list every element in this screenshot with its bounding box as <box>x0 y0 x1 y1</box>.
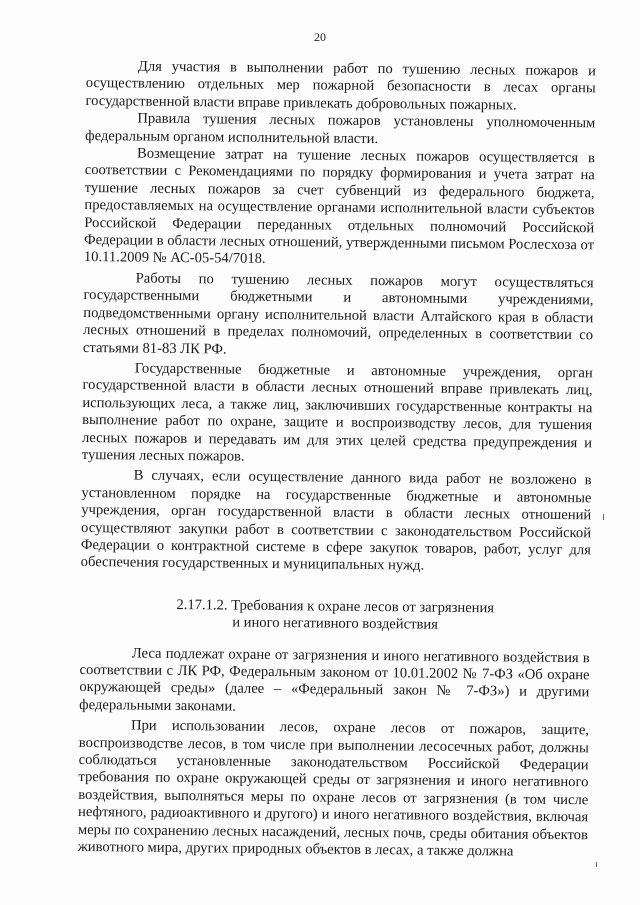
paragraph-procurement: В случаях, если осуществление данного вида работ не возложено в установленном порядке на государственные бюджетные и автономные учреждения, орган государственной власти в области лесных отношений осуществляют закупки работ в соответствии с законодательством Российской Федерации о контрактной системе в сфере закупок товаров, работ, услуг для обеспечения государственных и муниципальных нужд. <box>80 467 592 574</box>
section-heading-line-1: 2.17.1.2. Требования к охране лесов от загрязнения <box>176 596 495 617</box>
paragraph-volunteer-firefighters: Для участия в выполнении работ по тушению лесных пожаров и осуществлению отдельных мер пожарной безопасности в лесах органы государственной власти вправе привлекать добровольных пожарных. <box>85 58 596 114</box>
paragraph-involving-forest-users: Государственные бюджетные и автономные учреждения, орган государственной власти в области лесных отношений вправе привлекать лиц, использующих леса, а также лиц, заключивших государственные контракты на выполнение работ по охране, защите и воспроизводству лесов, для тушения лесных пожаров и передавать им для этих целей средства предупреждения и тушения лесных пожаров. <box>81 360 593 465</box>
paragraph-cost-reimbursement: Возмещение затрат на тушение лесных пожаров осуществляется в соответствии с Рекомендациями по порядку формирования и учета затрат на тушение лесных пожаров за счет субвенций из федерального бюджета, предоставляемых на осуществление органами исполнительной власти субъектов Российской Федерации переданных отдельных полномочий Российской Федерации в области лесных отношений, утвержденными письмом Рослесхоза от 10.11.2009 № АС-05-54/7018. <box>83 145 596 268</box>
scan-artifact-mark <box>596 862 597 867</box>
scan-artifact-mark <box>603 514 604 520</box>
section-heading-line-2: и иного негативного воздействия <box>232 614 438 633</box>
section-heading <box>80 596 590 636</box>
paragraph-environmental-requirements: При использовании лесов, охране лесов от пожаров, защите, воспроизводстве лесов, в том числе при выполнении лесосечных работ, должны соблюдаться установленные законодательством Российской Федерации требования по охране окружающей среды от загрязнения и иного негативного воздействия, выполняться меры по охране лесов от загрязнения (в том числе нефтяного, радиоактивного и другого) и иного негативного воздействия, включая меры по сохранению лесных насаждений, лесных почв, среды обитания объектов животного мира, других природных объектов в лесах, а также должна <box>77 717 590 860</box>
document-body <box>78 58 596 862</box>
paragraph-firefighting-rules: Правила тушения лесных пожаров установлены уполномоченным федеральным органом исполнительной власти. <box>85 110 596 147</box>
paragraph-state-institutions-work: Работы по тушению лесных пожаров могут осуществляться государственными бюджетными и автономными учреждениями, подведомственными органу исполнительной власти Алтайского края в области лесных отношений в пределах полномочий, определенных в соответствии со статьями 81-83 ЛК РФ. <box>82 270 594 357</box>
page-number: 20 <box>314 30 326 44</box>
paragraph-pollution-protection: Леса подлежат охране от загрязнения и иного негативного воздействия в соответствии с ЛК РФ, Федеральным законом от 10.01.2002 № 7-ФЗ «Об охране окружающей среды» (далее – «Федеральный закон № 7-ФЗ») и другими федеральными законами. <box>79 645 590 715</box>
